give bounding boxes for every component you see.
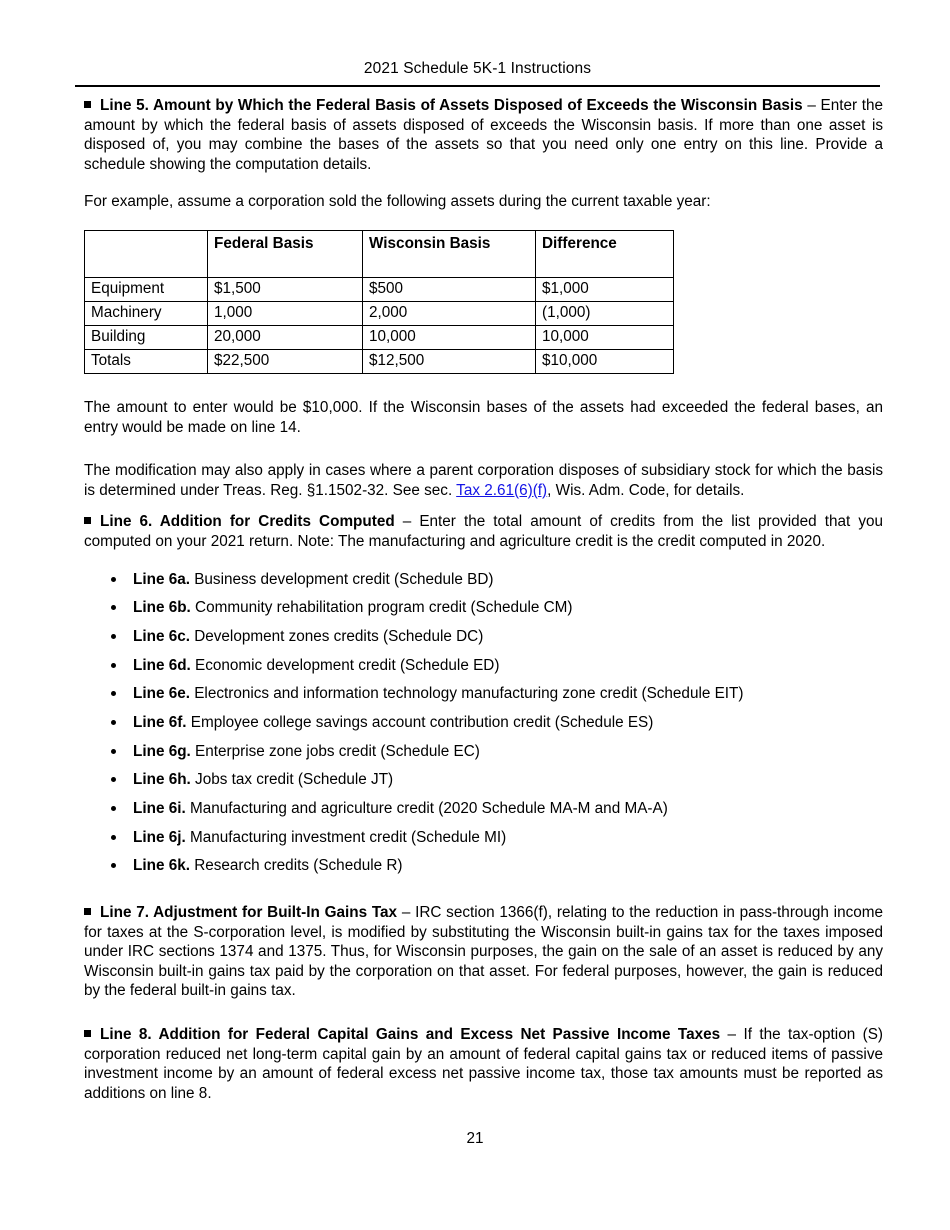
page-header bbox=[75, 60, 880, 95]
page-number: 21 bbox=[466, 1130, 484, 1147]
column-header-wisconsin-basis: Wisconsin Basis bbox=[363, 230, 536, 277]
example-intro: For example, assume a corporation sold the following assets during the current taxable year: bbox=[84, 193, 711, 211]
table-body bbox=[85, 277, 674, 373]
credit-line-label: Line 6k. bbox=[133, 857, 190, 875]
table-head bbox=[85, 230, 674, 277]
table-row bbox=[85, 325, 674, 349]
credit-line-label: Line 6c. bbox=[133, 627, 190, 645]
round-bullet-icon bbox=[111, 749, 116, 754]
credit-line-label: Line 6i. bbox=[133, 800, 186, 818]
credit-line-text: Enterprise zone jobs credit (Schedule EC) bbox=[190, 742, 480, 760]
line5-body: – Enter the amount by which the federal basis of assets disposed of exceeds the Wisconsin basis. If more than one asset is disposed of, you may combine the bases of the assets so that you need only one entry on this line. Provide a schedule showing the computation details. bbox=[84, 97, 883, 173]
cell-federal-basis: $22,500 bbox=[208, 349, 363, 373]
credit-line-label: Line 6b. bbox=[133, 599, 191, 617]
list-item bbox=[84, 684, 883, 704]
line5-paragraph bbox=[84, 96, 883, 174]
line8-body: – If the tax-option (S) corporation reduced net long-term capital gain by an amount of federal capital gains tax or reduced items of passive investment income by an amount of federal excess net passive income tax, those tax amounts must be reported as additions on line 8. bbox=[84, 1026, 884, 1102]
credit-list bbox=[84, 570, 883, 876]
list-item bbox=[84, 856, 883, 876]
cell-wisconsin-basis: 2,000 bbox=[363, 301, 536, 325]
document-body bbox=[84, 96, 883, 1103]
cell-wisconsin-basis: $12,500 bbox=[363, 349, 536, 373]
square-bullet-icon bbox=[84, 517, 91, 524]
credit-line-text: Electronics and information technology manufacturing zone credit (Schedule EIT) bbox=[189, 685, 744, 703]
credit-line-text: Employee college savings account contribution credit (Schedule ES) bbox=[186, 713, 654, 731]
credit-line-label: Line 6g. bbox=[133, 742, 191, 760]
table-header-row bbox=[85, 230, 674, 277]
modification-text-after-link: , Wis. Adm. Code, for details. bbox=[547, 481, 745, 499]
table-row bbox=[85, 277, 674, 301]
cell-difference: 10,000 bbox=[536, 325, 674, 349]
round-bullet-icon bbox=[111, 663, 116, 668]
column-header-federal-basis: Federal Basis bbox=[208, 230, 363, 277]
modification-text-before-link: The modification may also apply in cases where a parent corporation disposes of subsidiary stock for which the basis is determined under Treas. Reg. §1.1502-32. See sec. bbox=[84, 462, 883, 499]
square-bullet-icon bbox=[84, 908, 91, 915]
round-bullet-icon bbox=[111, 835, 116, 840]
header-title: 2021 Schedule 5K-1 Instructions bbox=[363, 60, 592, 77]
cell-wisconsin-basis: $500 bbox=[363, 277, 536, 301]
column-header-blank bbox=[85, 230, 208, 277]
cell-federal-basis: $1,500 bbox=[208, 277, 363, 301]
list-item bbox=[84, 656, 883, 676]
line6-body: – Enter the total amount of credits from the list provided that you computed on your 2021 return. Note: The manufacturing and agriculture credit is the credit computed in 2020. bbox=[84, 513, 883, 550]
table-row bbox=[85, 349, 674, 373]
square-bullet-icon bbox=[84, 101, 91, 108]
cell-asset-name: Machinery bbox=[85, 301, 208, 325]
credit-line-text: Manufacturing and agriculture credit (2020 Schedule MA-M and MA-A) bbox=[185, 800, 668, 818]
line7-body: – IRC section 1366(f), relating to the reduction in pass-through income for taxes at the S-corporation level, is modified by substituting the Wisconsin built-in gains tax for the taxes imposed under IRC sections 1374 and 1375. Thus, for Wisconsin purposes, the gain on the sale of an asset is reduced by any Wisconsin built-in gains tax paid by the corporation on that asset. For federal purposes, however, the gain is reduced by the federal built-in gains tax. bbox=[84, 904, 883, 1000]
credit-line-text: Jobs tax credit (Schedule JT) bbox=[190, 771, 394, 789]
line6-paragraph bbox=[84, 512, 883, 551]
after-table-paragraph: The amount to enter would be $10,000. If the Wisconsin bases of the assets had exceeded the federal bases, an entry would be made on line 14. bbox=[84, 398, 883, 436]
credit-line-text: Development zones credits (Schedule DC) bbox=[189, 627, 484, 645]
cell-federal-basis: 1,000 bbox=[208, 301, 363, 325]
line7-paragraph bbox=[84, 903, 883, 1001]
round-bullet-icon bbox=[111, 777, 116, 782]
line6-heading: Line 6. Addition for Credits Computed bbox=[100, 513, 395, 531]
modification-paragraph bbox=[84, 461, 883, 500]
column-header-difference: Difference bbox=[536, 230, 674, 277]
basis-example-table bbox=[84, 230, 674, 374]
credit-line-label: Line 6e. bbox=[133, 685, 190, 703]
cell-difference: $1,000 bbox=[536, 277, 674, 301]
list-item bbox=[84, 742, 883, 762]
credit-line-label: Line 6j. bbox=[133, 828, 186, 846]
credit-line-label: Line 6h. bbox=[133, 771, 191, 789]
credit-line-text: Economic development credit (Schedule ED) bbox=[190, 656, 500, 674]
table-row bbox=[85, 301, 674, 325]
line5-heading: Line 5. Amount by Which the Federal Basis of Assets Disposed of Exceeds the Wisconsin Basis bbox=[100, 97, 803, 114]
line7-heading: Line 7. Adjustment for Built-In Gains Tax bbox=[100, 904, 398, 922]
square-bullet-icon bbox=[84, 1030, 91, 1037]
credit-line-label: Line 6f. bbox=[133, 713, 187, 731]
round-bullet-icon bbox=[111, 806, 116, 811]
tax-code-link[interactable]: Tax 2.61(6)(f) bbox=[456, 481, 548, 499]
list-item bbox=[84, 713, 883, 733]
line8-heading: Line 8. Addition for Federal Capital Gains and Excess Net Passive Income Taxes bbox=[100, 1026, 721, 1044]
cell-difference: $10,000 bbox=[536, 349, 674, 373]
round-bullet-icon bbox=[111, 863, 116, 868]
round-bullet-icon bbox=[111, 720, 116, 725]
cell-difference: (1,000) bbox=[536, 301, 674, 325]
cell-federal-basis: 20,000 bbox=[208, 325, 363, 349]
credit-line-text: Manufacturing investment credit (Schedule MI) bbox=[185, 828, 507, 846]
line8-paragraph bbox=[84, 1025, 883, 1103]
round-bullet-icon bbox=[111, 577, 116, 582]
credit-line-label: Line 6d. bbox=[133, 656, 191, 674]
credit-line-text: Research credits (Schedule R) bbox=[189, 857, 403, 875]
round-bullet-icon bbox=[111, 691, 116, 696]
list-item bbox=[84, 799, 883, 819]
credit-line-text: Community rehabilitation program credit (Schedule CM) bbox=[190, 599, 573, 617]
list-item bbox=[84, 570, 883, 590]
round-bullet-icon bbox=[111, 605, 116, 610]
cell-asset-name: Totals bbox=[85, 349, 208, 373]
cell-asset-name: Building bbox=[85, 325, 208, 349]
credit-line-text: Business development credit (Schedule BD) bbox=[189, 570, 494, 588]
list-item bbox=[84, 770, 883, 790]
round-bullet-icon bbox=[111, 634, 116, 639]
cell-asset-name: Equipment bbox=[85, 277, 208, 301]
header-rule bbox=[75, 85, 880, 87]
cell-wisconsin-basis: 10,000 bbox=[363, 325, 536, 349]
list-item bbox=[84, 828, 883, 848]
list-item bbox=[84, 598, 883, 618]
credit-line-label: Line 6a. bbox=[133, 570, 190, 588]
list-item bbox=[84, 627, 883, 647]
